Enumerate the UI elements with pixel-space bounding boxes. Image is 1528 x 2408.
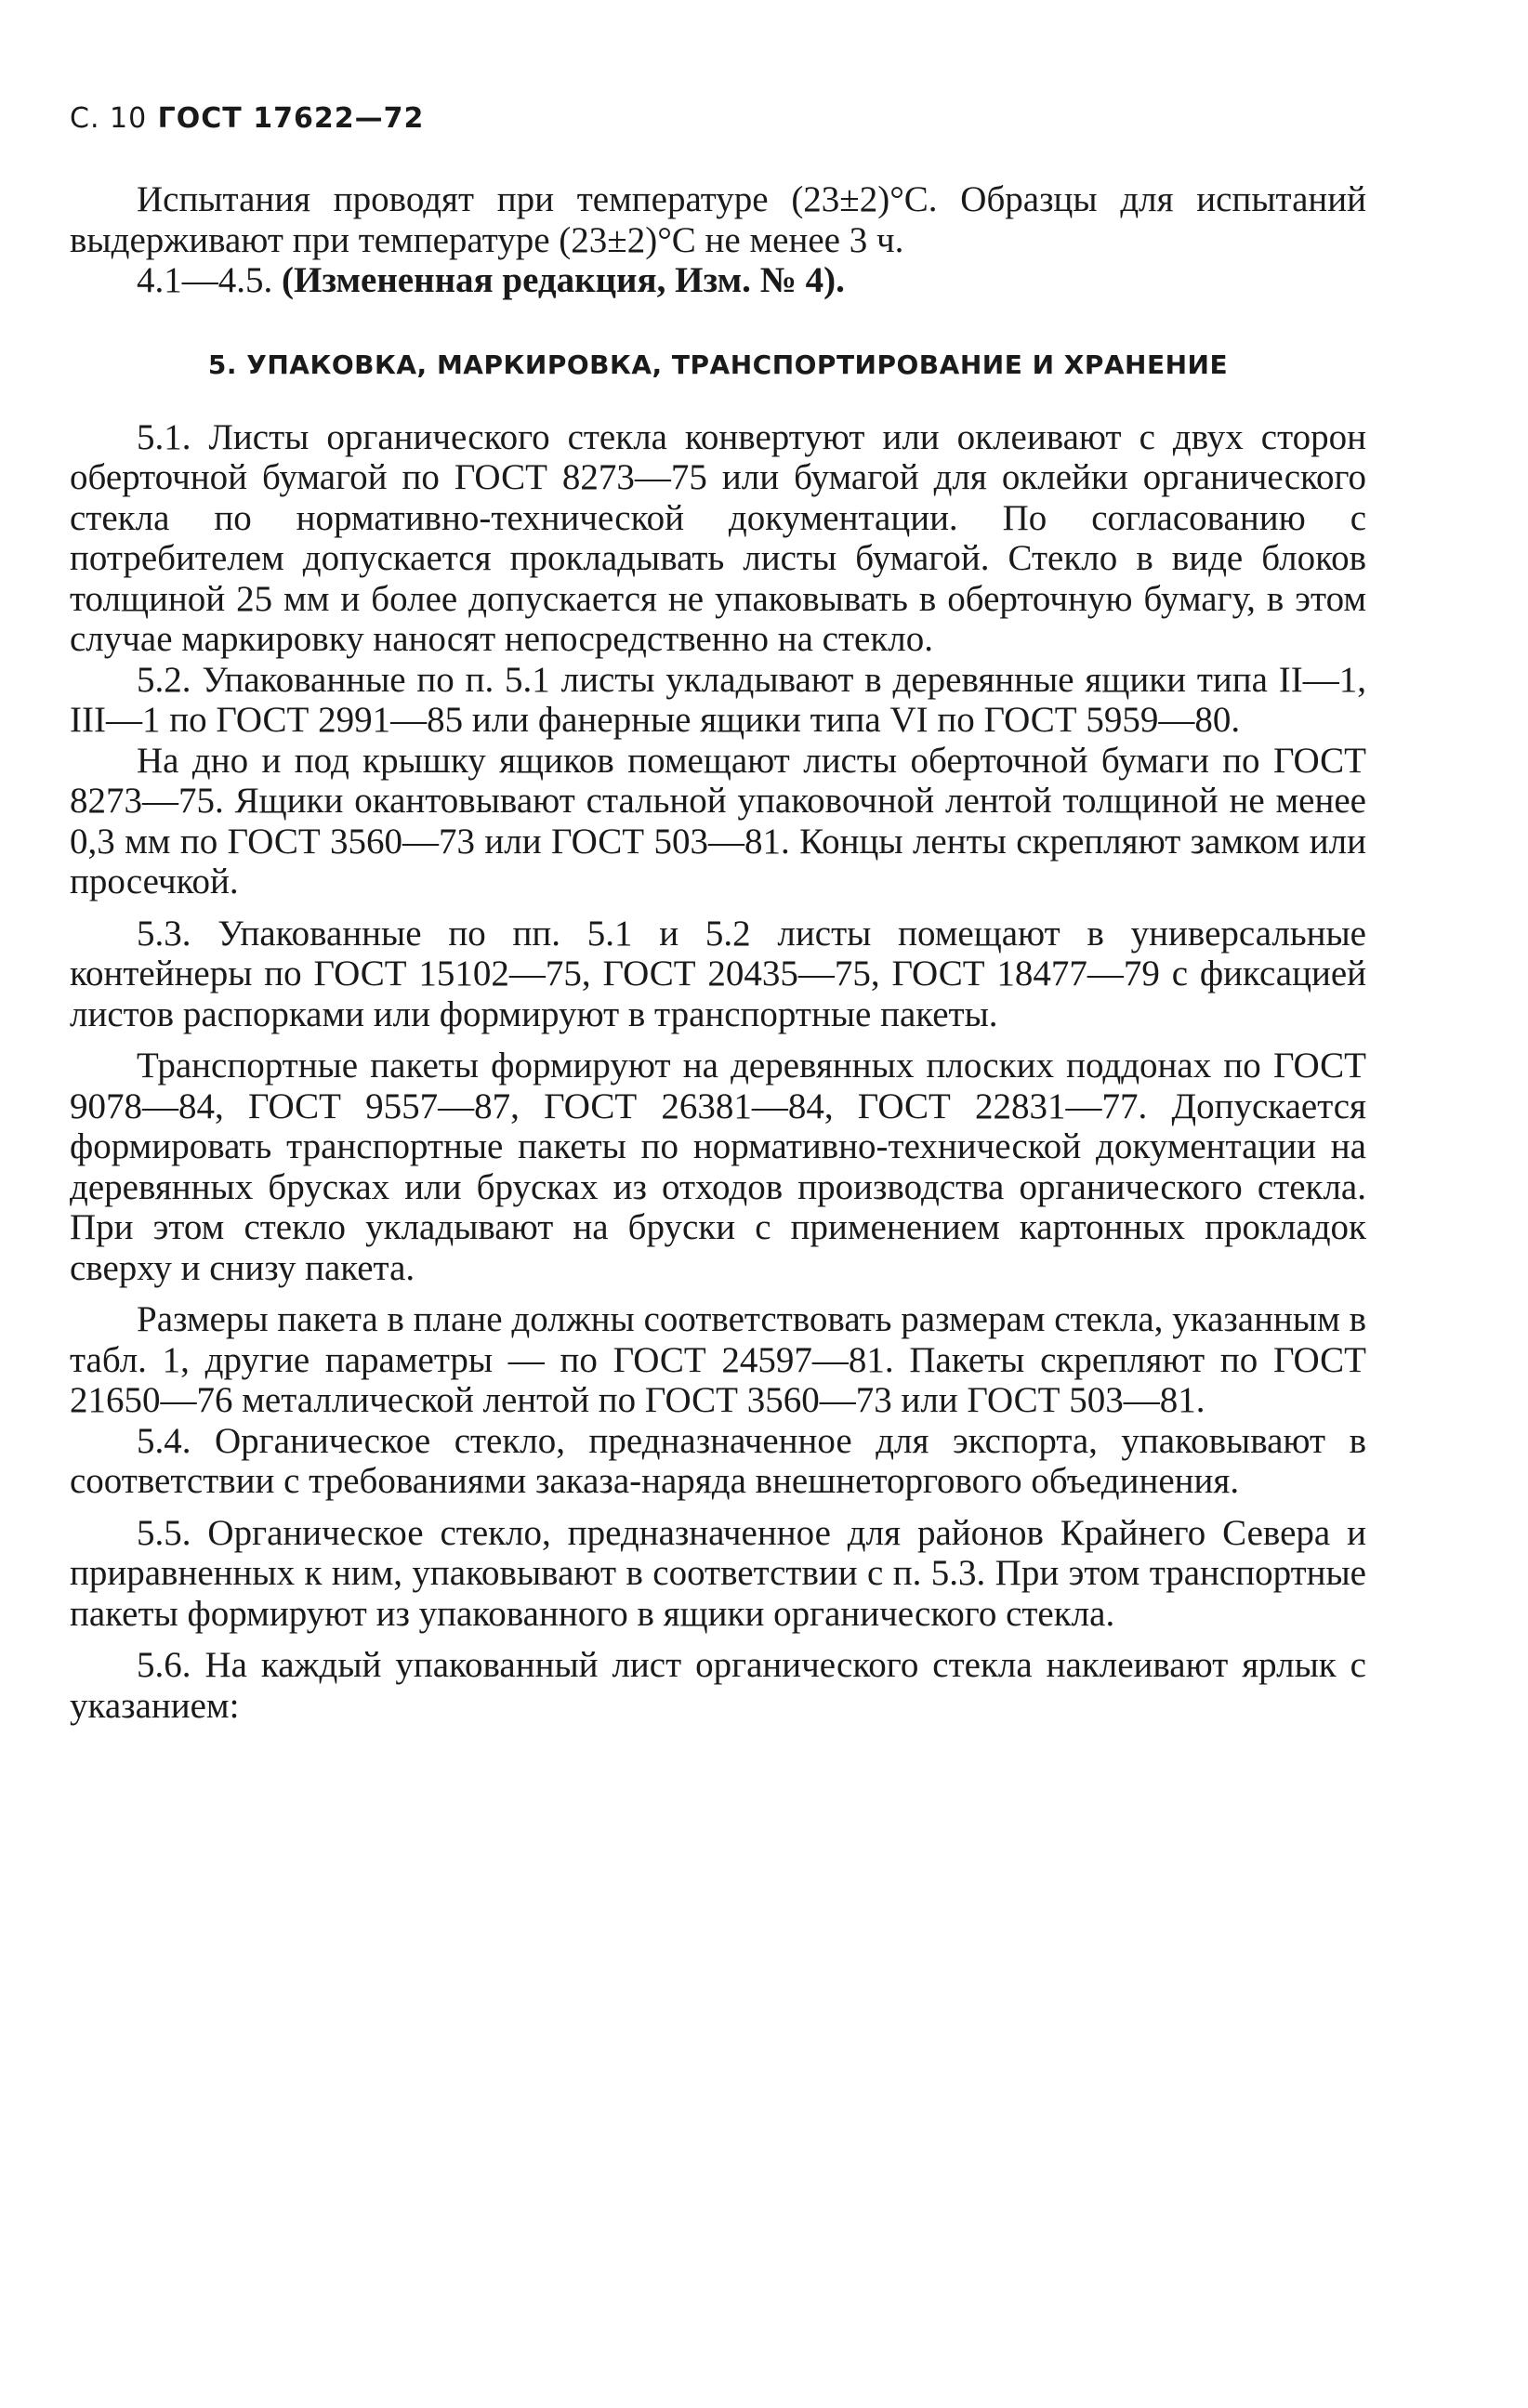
- paragraph-5-1: 5.1. Листы органического стекла конвертуют или оклеивают с двух сторон оберточной бумагой по ГОСТ 8273—75 или бумагой для оклейки органического стекла по нормативно-технической документации. По согласованию с потребителем допускается прокладывать листы бумагой. Стекло в виде блоков толщиной 25 мм и более допускается не упаковывать в оберточную бумагу, в этом случае маркировку наносят непосредственно на стекло.: [70, 416, 1366, 659]
- amendment-note: (Измененная редакция, Изм. № 4).: [282, 260, 845, 300]
- section-title: 5. УПАКОВКА, МАРКИРОВКА, ТРАНСПОРТИРОВАНИЕ И ХРАНЕНИЕ: [207, 349, 1229, 380]
- document-page: [70, 102, 1366, 1726]
- amendment-ref: 4.1—4.5.: [137, 260, 282, 300]
- page-number: С. 10: [70, 102, 148, 135]
- paragraph-5-2: 5.2. Упакованные по п. 5.1 листы укладывают в деревянные ящики типа II—1, III—1 по ГОСТ 2991—85 или фанерные ящики типа VI по ГОСТ 5959—80.: [70, 659, 1366, 740]
- page-header: [70, 102, 1366, 135]
- paragraph-5-2-continued: На дно и под крышку ящиков помещают листы оберточной бумаги по ГОСТ 8273—75. Ящики окантовывают стальной упаковочной лентой толщиной не менее 0,3 мм по ГОСТ 3560—73 или ГОСТ 503—81. Концы ленты скрепляют замком или просечкой.: [70, 740, 1366, 901]
- standard-number: ГОСТ 17622—72: [157, 102, 425, 135]
- paragraph-5-3: 5.3. Упакованные по пп. 5.1 и 5.2 листы помещают в универсальные контейнеры по ГОСТ 15102—75, ГОСТ 20435—75, ГОСТ 18477—79 с фиксацией листов распорками или формируют в транспортные пакеты.: [70, 913, 1366, 1034]
- paragraph-5-4: 5.4. Органическое стекло, предназначенное для экспорта, упаковывают в соответствии с требованиями заказа-наряда внешнеторгового объединения.: [70, 1420, 1366, 1501]
- paragraph-5-3-dimensions: Размеры пакета в плане должны соответствовать размерам стекла, указанным в табл. 1, другие параметры — по ГОСТ 24597—81. Пакеты скрепляют по ГОСТ 21650—76 металлической лентой по ГОСТ 3560—73 или ГОСТ 503—81.: [70, 1299, 1366, 1420]
- paragraph-5-3-pallets: Транспортные пакеты формируют на деревянных плоских поддонах по ГОСТ 9078—84, ГОСТ 9557—87, ГОСТ 26381—84, ГОСТ 22831—77. Допускается формировать транспортные пакеты по нормативно-технической документации на деревянных брусках или брусках из отходов производства органического стекла. При этом стекло укладывают на бруски с применением картонных прокладок сверху и снизу пакета.: [70, 1046, 1366, 1288]
- paragraph-5-5: 5.5. Органическое стекло, предназначенное для районов Крайнего Севера и приравненных к ним, упаковывают в соответствии с п. 5.3. При этом транспортные пакеты формируют из упакованного в ящики органического стекла.: [70, 1512, 1366, 1634]
- paragraph-test-conditions: Испытания проводят при температуре (23±2)°С. Образцы для испытаний выдерживают при температуре (23±2)°С не менее 3 ч.: [70, 179, 1366, 260]
- paragraph-amendment-note: [70, 260, 1366, 301]
- paragraph-5-6: 5.6. На каждый упакованный лист органического стекла наклеивают ярлык с указанием:: [70, 1645, 1366, 1726]
